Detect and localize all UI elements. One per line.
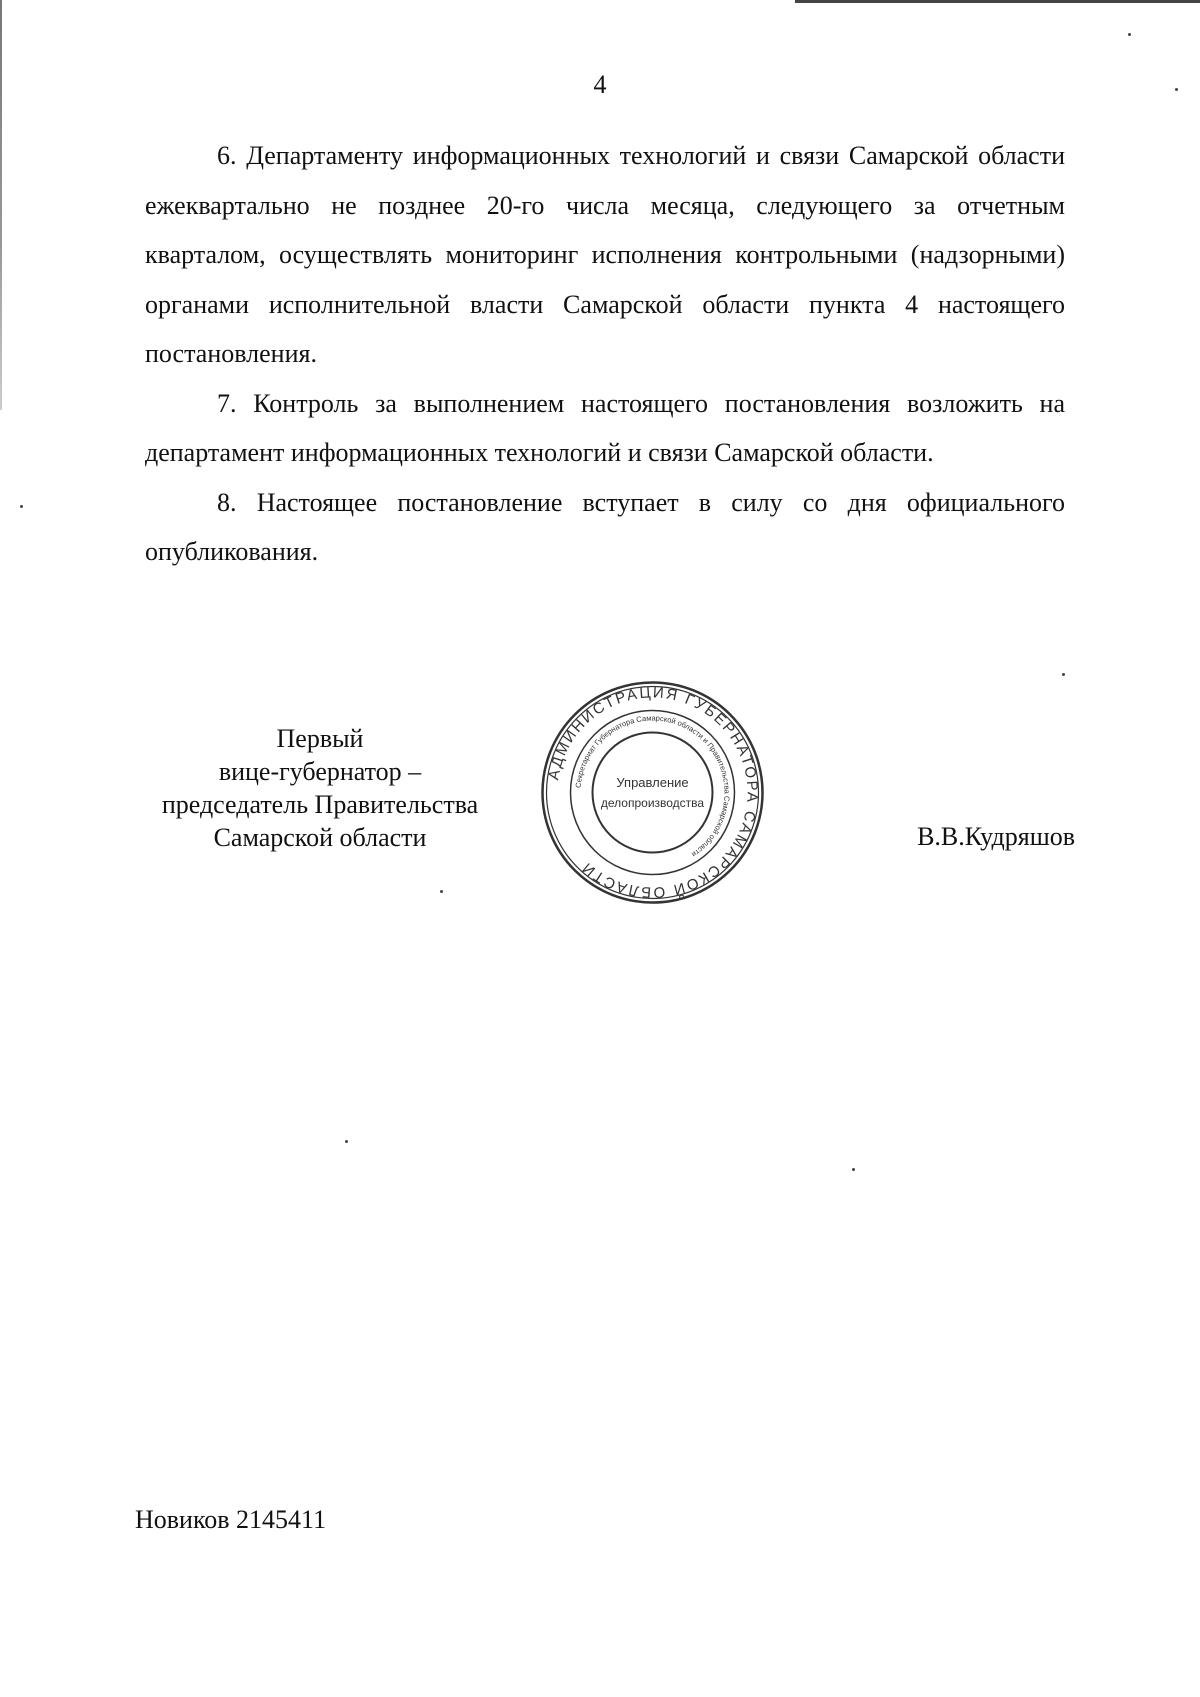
signatory-title [130, 722, 510, 854]
seal-center-line: Управление [616, 775, 689, 790]
paragraph-7: 7. Контроль за выполнением настоящего постановления возложить на департамент информационных технологий и связи Самарской области. [145, 388, 1065, 467]
signatory-title-line: Первый [276, 724, 364, 753]
executor-contact: Новиков 2145411 [135, 1505, 327, 1534]
signatory-title-line: председатель Правительства [161, 790, 479, 819]
signatory-title-line: вице-губернатор – [218, 757, 422, 786]
scan-speck [345, 1140, 348, 1143]
scan-speck [20, 505, 23, 508]
seal-inner-text: Секретариат Губернатора Самарской области и Правительства Самарской области [573, 713, 732, 860]
page-number: 4 [593, 70, 607, 99]
signatory-name: В.В.Кудряшов [917, 822, 1075, 851]
scan-speck [440, 890, 443, 893]
scan-top-edge [795, 0, 1200, 3]
scan-speck [1128, 33, 1131, 36]
scan-speck [852, 1168, 855, 1171]
scan-left-edge [0, 0, 2, 410]
official-seal [540, 680, 765, 905]
paragraph-6: 6. Департаменту информационных технологий и связи Самарской области ежеквартально не позднее 20-го числа месяца, следующего за отчетным кварталом, осуществлять мониторинг исполнения контрольными (надзорными) органами исполнительной власти Самарской области пункта 4 настоящего постановления. [145, 141, 1065, 368]
signatory-title-line: Самарской области [213, 823, 427, 852]
seal-graphic [540, 680, 765, 905]
document-body [145, 131, 1065, 577]
scan-speck [1062, 673, 1065, 676]
seal-outer-text: АДМИНИСТРАЦИЯ ГУБЕРНАТОРА САМАРСКОЙ ОБЛАСТИ [545, 684, 761, 901]
seal-center-line: делопроизводства [600, 796, 705, 810]
paragraph-8: 8. Настоящее постановление вступает в силу со дня официального опубликования. [145, 487, 1065, 566]
